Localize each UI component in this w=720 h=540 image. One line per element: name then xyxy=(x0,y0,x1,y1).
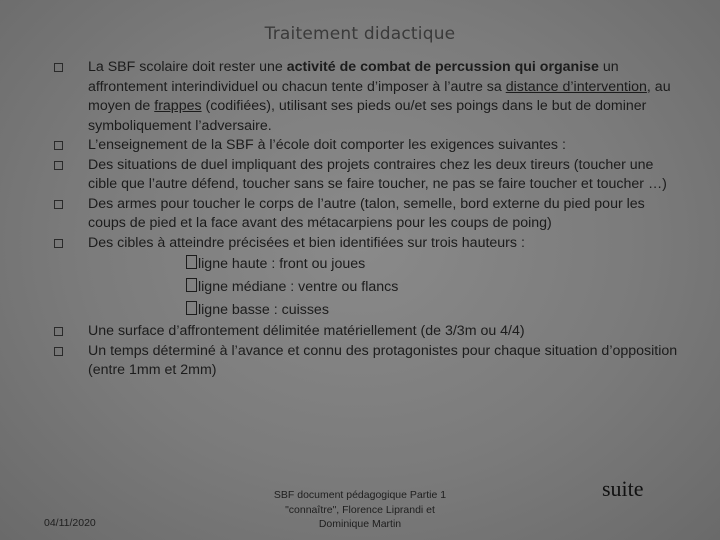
bullet-item-7: Un temps déterminé à l’avance et connu des protagonistes pour chaque situation d’opposition (entre 1mm et 2mm) xyxy=(54,342,686,381)
emphasis-text: activité de combat de percussion qui organise xyxy=(286,59,599,75)
bullet-item-3: Des situations de duel impliquant des projets contraires chez les deux tireurs (toucher une cible que l’autre défend, toucher sans se faire toucher, ne pas se faire toucher et toucher …) xyxy=(54,156,686,195)
sub-item-1: ligne haute : front ou joues xyxy=(54,253,686,276)
footer-date: 04/11/2020 xyxy=(44,517,96,529)
bullet-item-1: La SBF scolaire doit rester une activité de combat de percussion qui organise un affrontement interindividuel ou chacun tente d’imposer à l’autre sa distance d’intervention, au moyen de frappes (codifiées), utilisant ses pieds ou/et ses poings dans le but de dominer symboliquement l’adversaire. xyxy=(54,58,686,136)
footer-caption: SBF document pédagogique Partie 1 "connaître", Florence Liprandi et Dominique Martin xyxy=(273,489,447,530)
bullet-item-5: Des cibles à atteindre précisées et bien identifiées sur trois hauteurs : xyxy=(54,234,686,254)
bullet-item-4: Des armes pour toucher le corps de l’autre (talon, semelle, bord externe du pied pour les coups de pied et la face avant des métacarpiens pour les coups de poing) xyxy=(54,195,686,234)
bullet-box-icon xyxy=(54,200,63,209)
bullet-box-icon xyxy=(54,161,63,170)
underlined-term: frappes xyxy=(154,98,202,114)
bullet-box-icon xyxy=(54,63,63,72)
bullet-item-6: Une surface d’affrontement délimitée matériellement (de 3/3m ou 4/4) xyxy=(54,322,686,342)
bullet-box-icon xyxy=(54,141,63,150)
sub-item-2: ligne médiane : ventre ou flancs xyxy=(54,276,686,299)
missing-glyph-icon xyxy=(186,301,197,315)
missing-glyph-icon xyxy=(186,255,197,269)
bullet-box-icon xyxy=(54,239,63,248)
bullet-box-icon xyxy=(54,327,63,336)
slide-title: Traitement didactique xyxy=(264,24,456,44)
bullet-list xyxy=(54,58,686,381)
sub-item-3: ligne basse : cuisses xyxy=(54,299,686,322)
bullet-item-2: L’enseignement de la SBF à l’école doit comporter les exigences suivantes : xyxy=(54,136,686,156)
bullet-box-icon xyxy=(54,347,63,356)
underlined-term: distance d’intervention xyxy=(505,78,647,95)
missing-glyph-icon xyxy=(186,278,197,292)
suite-link[interactable]: suite xyxy=(602,476,644,501)
